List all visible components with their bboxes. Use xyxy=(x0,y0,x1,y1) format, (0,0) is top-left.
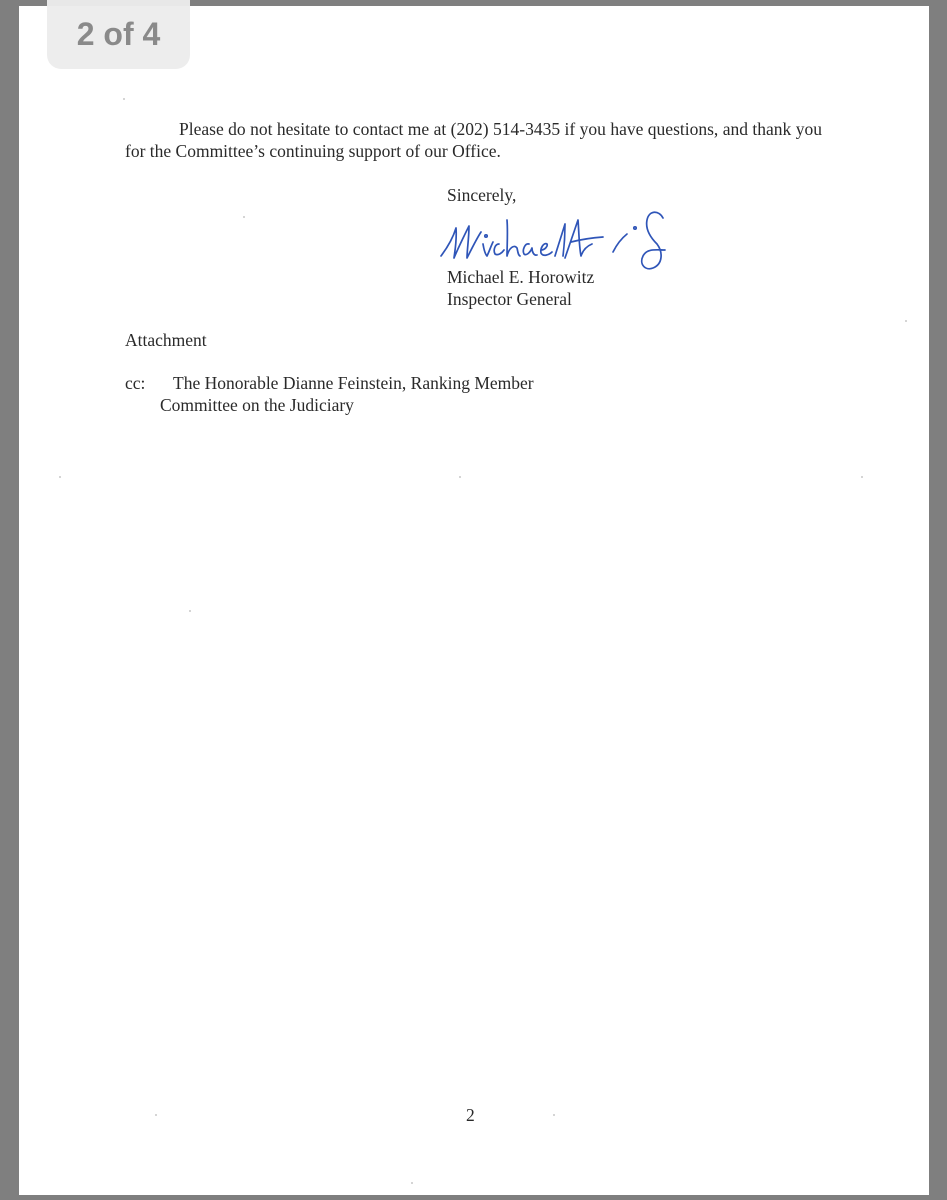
signer-name: Michael E. Horowitz xyxy=(447,267,595,287)
scan-speck xyxy=(459,476,461,478)
document-page xyxy=(19,6,929,1195)
closing-paragraph: Please do not hesitate to contact me at (202) 514-3435 if you have questions, and thank you for the Committee’s continuing support of our Office. xyxy=(125,119,822,161)
salutation: Sincerely, xyxy=(447,185,517,205)
cc-prefix: cc: xyxy=(125,373,146,393)
page-indicator: 2 of 4 xyxy=(47,0,190,69)
scan-speck xyxy=(411,1182,413,1184)
page-number: 2 xyxy=(466,1105,475,1125)
scan-speck xyxy=(861,476,863,478)
cc-committee: Committee on the Judiciary xyxy=(160,395,354,415)
scan-speck xyxy=(59,476,61,478)
cc-recipient: The Honorable Dianne Feinstein, Ranking Member xyxy=(173,373,534,393)
scan-speck xyxy=(905,320,907,322)
scan-speck xyxy=(243,216,245,218)
signer-title: Inspector General xyxy=(447,289,572,309)
scan-speck xyxy=(123,98,125,100)
scan-speck xyxy=(189,610,191,612)
scan-speck xyxy=(553,1114,555,1116)
scan-speck xyxy=(155,1114,157,1116)
attachment-label: Attachment xyxy=(125,330,207,350)
